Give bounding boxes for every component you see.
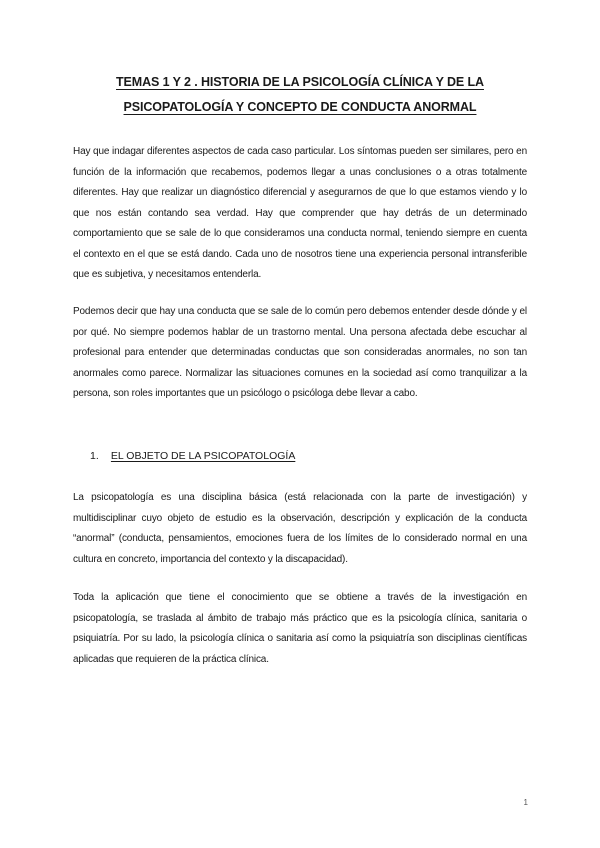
- title-line-1: TEMAS 1 Y 2 . HISTORIA DE LA PSICOLOGÍA CLÍNICA Y DE LA: [116, 75, 484, 89]
- paragraph-section-2: Toda la aplicación que tiene el conocimiento que se obtiene a través de la investigación en psicopatología, se traslada al ámbito de trabajo más práctico que es la psicología clínica, sanitaria o psiquiatría. Por su lado, la psicología clínica o sanitaria así como la psiquiatría son disciplinas científicas aplicadas que requieren de la práctica clínica.: [73, 592, 527, 665]
- section-heading: [90, 446, 295, 466]
- page-number: 1: [523, 798, 528, 807]
- paragraph-intro-2: Podemos decir que hay una conducta que se sale de lo común pero debemos entender desde dónde y el por qué. No siempre podemos hablar de un trastorno mental. Una persona afectada debe escuchar al profesional para entender que determinadas conductas que son consideradas anormales, no son tan anormales como parece. Normalizar las situaciones comunes en la sociedad así como tranquilizar a la persona, son roles importantes que un psicólogo o psicóloga debe llevar a cabo.: [73, 306, 527, 399]
- section-title: EL OBJETO DE LA PSICOPATOLOGÍA: [110, 450, 296, 462]
- document-title: [60, 70, 540, 120]
- section-number: 1.: [90, 450, 99, 462]
- paragraph-section-1: La psicopatología es una disciplina básica (está relacionada con la parte de investigación) y multidisciplinar cuyo objeto de estudio es la observación, descripción y explicación de la conducta “anormal” (conducta, pensamientos, emociones fuera de los límites de lo considerado normal en una cultura en concreto, importancia del contexto y la discapacidad).: [73, 492, 527, 565]
- paragraph-intro-1: Hay que indagar diferentes aspectos de cada caso particular. Los síntomas pueden ser similares, pero en función de la información que recabemos, podemos llegar a unas conclusiones o a otras totalmente diferentes. Hay que realizar un diagnóstico diferencial y asegurarnos de que lo que estamos viendo y lo que nos están contando sea verdad. Hay que comprender que hay detrás de un determinado comportamiento que se sale de lo que consideramos una conducta normal, teniendo siempre en cuenta el contexto en el que se está dando. Cada uno de nosotros tiene una experiencia personal intransferible que es subjetiva, y necesitamos entenderla.: [73, 146, 527, 280]
- title-line-2: PSICOPATOLOGÍA Y CONCEPTO DE CONDUCTA ANORMAL: [123, 100, 477, 114]
